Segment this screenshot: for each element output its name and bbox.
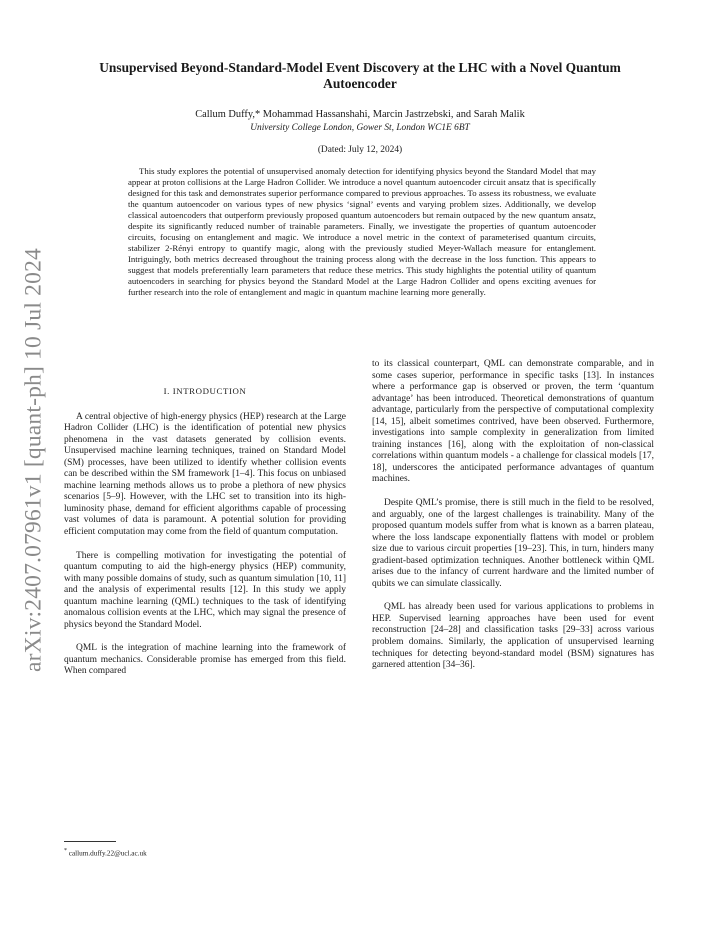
- intro-paragraph-3-continued: to its classical counterpart, QML can demonstrate comparable, and in some cases superior, performance in specific tasks [13]. In instances where a performance gap is observed or proven, the term ‘quantum advantage’ has been introduced. Theoretical demonstrations of quantum advantage, particularly from the perspective of computational complexity [14, 15], albeit sometimes contrived, have been observed. Furthermore, investigations into sample complexity in generalization from limited training instances [16], along with the exploitation of non-classical correlations within quantum models - a challenge for classical models [17, 18], underscores the anticipated performance advantages of quantum machines.: [372, 359, 654, 485]
- date-line: (Dated: July 12, 2024): [317, 145, 403, 155]
- left-column: [64, 386, 346, 690]
- arxiv-identifier-sidebar: [14, 230, 54, 690]
- affiliation: University College London, Gower St, London WC1E 6BT: [250, 123, 470, 133]
- intro-paragraph-3: QML is the integration of machine learning into the framework of quantum mechanics. Considerable promise has emerged from this field. When compared: [64, 643, 346, 677]
- abstract: This study explores the potential of unsupervised anomaly detection for identifying physics beyond the Standard Model that may appear at proton collisions at the Large Hadron Collider. We introduce a novel quantum autoencoder circuit ansatz that is specifically designed for this task and demonstrates superior performance compared to previous approaches. To assess its robustness, we evaluate the quantum autoencoder on various types of new physics ‘signal’ events and varying problem sizes. Additionally, we develop classical autoencoders that outperform previously proposed quantum autoencoders but remain outpaced by the new quantum ansatz, despite its significantly reduced number of trainable parameters. Finally, we investigate the properties of quantum autoencoder circuits, focusing on entanglement and magic. We introduce a novel metric in the context of parameterised quantum circuits, stabilizer 2-Rényi entropy to quantify magic, along with the previously studied Meyer-Wallach measure for entanglement. Intriguingly, both metrics decreased throughout the training process along with the decrease in the loss function. This appears to suggest that models preferentially learn parameters that reduce these metrics. This study highlights the potential utility of quantum autoencoders in searching for physics beyond the Standard Model at the Large Hadron Collider and opens exciting avenues for further research into the role of entanglement and magic in quantum machine learning more generally.: [128, 166, 596, 297]
- footnote-marker: *: [64, 848, 67, 854]
- author-list: Callum Duffy,* Mohammad Hassanshahi, Marcin Jastrzebski, and Sarah Malik: [195, 109, 525, 120]
- footnote-divider: [64, 841, 116, 842]
- arxiv-identifier: arXiv:2407.07961v1 [quant-ph] 10 Jul 2024: [20, 248, 47, 672]
- right-column: [372, 359, 654, 684]
- section-heading-introduction: I. INTRODUCTION: [163, 386, 247, 396]
- intro-paragraph-2: There is compelling motivation for investigating the potential of quantum computing to aid the high-energy physics (HEP) community, with many possible domains of study, such as quantum simulation [10, 11] and the analysis of experimental results [12]. In this study we apply quantum machine learning (QML) techniques to the task of identifying anomalous collision events at the LHC, which may signal the presence of physics beyond the Standard Model.: [64, 550, 346, 630]
- intro-paragraph-4: Despite QML’s promise, there is still much in the field to be resolved, and arguably, one of the largest challenges is trainability. Many of the proposed quantum models suffer from what is known as a barren plateau, where the loss landscape exponentially flattens with model or problem size due to various circuit properties [19–23]. This, in turn, hinders many gradient-based optimization techniques. Another bottleneck within QML arises due to the infancy of current hardware and the limited number of qubits we can simulate classically.: [372, 498, 654, 589]
- intro-paragraph-5: QML has already been used for various applications to problems in HEP. Supervised learning approaches have been used for event reconstruction [24–28] and classification tasks [29–33] across various problem domains. Similarly, the application of unsupervised learning techniques for detecting beyond-standard model (BSM) signatures has garnered attention [34–36].: [372, 602, 654, 671]
- intro-paragraph-1: A central objective of high-energy physics (HEP) research at the Large Hadron Collider (LHC) is the identification of potential new physics phenomena in the vast datasets generated by collision events. Unsupervised machine learning techniques, trained on Standard Model (SM) processes, have been utilized to identify whether collision events can be described within the SM framework [1–4]. This focus on unbiased machine learning methods allows us to probe a plethora of new physics scenarios [5–9]. However, with the LHC set to transition into its high-luminosity phase, demand for efficient algorithms capable of processing vast volumes of data is paramount. A potential solution for providing efficient computation may come from the field of quantum computation.: [64, 411, 346, 538]
- footnote-email[interactable]: callum.duffy.22@ucl.ac.uk: [68, 849, 147, 858]
- paper-title: Unsupervised Beyond-Standard-Model Event Discovery at the LHC with a Novel Quantum Autoencoder: [99, 60, 621, 91]
- footnote: [64, 847, 346, 858]
